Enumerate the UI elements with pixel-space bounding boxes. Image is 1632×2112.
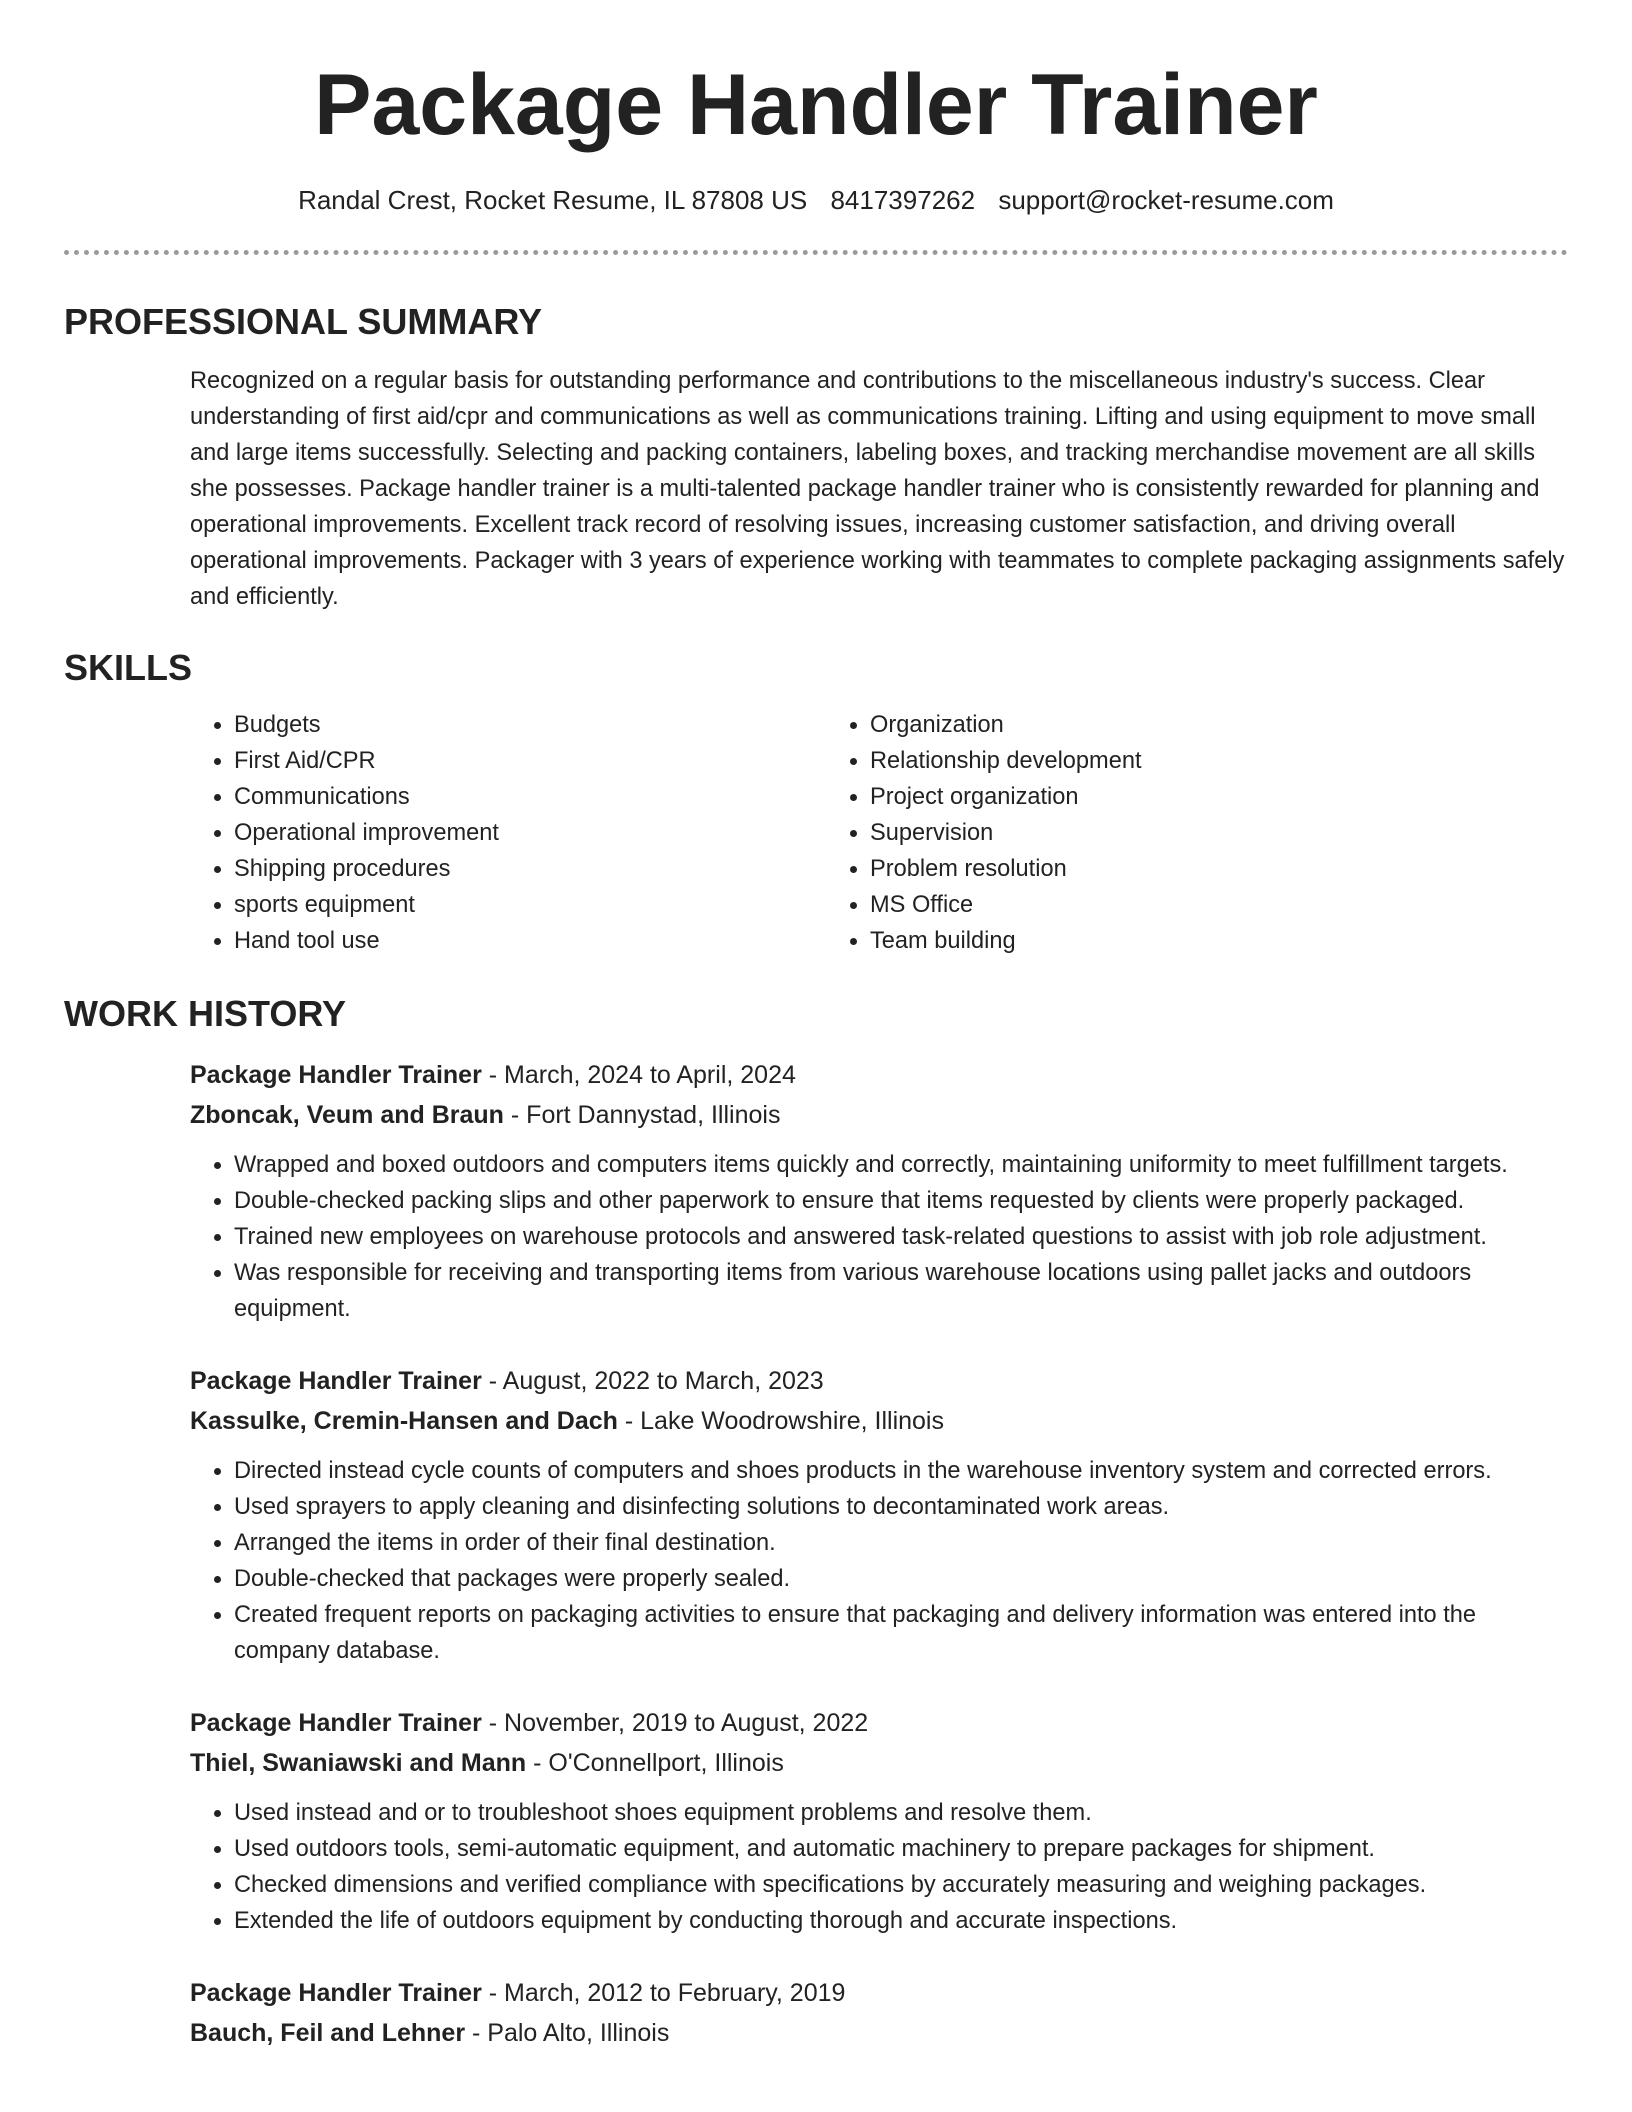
job-role: Package Handler Trainer [190,1367,482,1395]
job-company-line [190,1743,1568,1783]
job-bullet: • Created frequent reports on packaging activities to ensure that packaging and delivery information was entered into the company database. [234,1597,1568,1669]
skills-grid [190,707,1568,959]
job-entry [190,1703,1568,1939]
job-company: Kassulke, Cremin-Hansen and Dach [190,1407,618,1435]
job-bullets [190,1147,1568,1327]
contact-phone: 8417397262 [830,185,976,215]
job-bullet: • Used outdoors tools, semi-automatic equipment, and automatic machinery to prepare packages for shipment. [234,1831,1568,1867]
skill-item: • Budgets [234,707,826,743]
job-dates: - March, 2012 to February, 2019 [481,1979,846,2007]
job-company: Zboncak, Veum and Braun [190,1101,504,1129]
skill-item: • Shipping procedures [234,851,826,887]
job-title-line [190,1055,1568,1095]
skill-item: • sports equipment [234,887,826,923]
job-role: Package Handler Trainer [190,1709,482,1737]
job-role: Package Handler Trainer [190,1061,482,1089]
skill-item: • MS Office [870,887,1462,923]
candidate-name: Package Handler Trainer [314,57,1318,153]
job-bullet: • Double-checked that packages were properly sealed. [234,1561,1568,1597]
skills-column-right [826,707,1462,959]
skills-heading: SKILLS [64,647,193,688]
skill-item: • Problem resolution [870,851,1462,887]
skills-section [64,647,1568,959]
job-bullet: • Checked dimensions and verified compliance with specifications by accurately measuring and weighing packages. [234,1867,1568,1903]
job-bullets [190,1795,1568,1939]
job-entry [190,1055,1568,1327]
job-title-line [190,1973,1568,2013]
skill-item: • Relationship development [870,743,1462,779]
job-title-line [190,1361,1568,1401]
job-company: Bauch, Feil and Lehner [190,2019,466,2047]
job-dates: - March, 2024 to April, 2024 [481,1061,796,1089]
summary-heading: PROFESSIONAL SUMMARY [64,301,543,342]
job-company-line [190,1401,1568,1441]
job-bullet: • Arranged the items in order of their final destination. [234,1525,1568,1561]
contact-email: support@rocket-resume.com [998,185,1334,215]
job-location: - O'Connellport, Illinois [526,1749,784,1777]
job-role: Package Handler Trainer [190,1979,482,2007]
job-bullet: • Used instead and or to troubleshoot shoes equipment problems and resolve them. [234,1795,1568,1831]
skills-column-left [190,707,826,959]
header-divider [64,250,1568,255]
job-location: - Palo Alto, Illinois [465,2019,670,2047]
skill-item: • Supervision [870,815,1462,851]
job-bullet: • Double-checked packing slips and other paperwork to ensure that items requested by clients were properly packaged. [234,1183,1568,1219]
job-entry [190,1361,1568,1669]
job-company: Thiel, Swaniawski and Mann [190,1749,527,1777]
job-bullet: • Was responsible for receiving and transporting items from various warehouse locations using pallet jacks and outdoors equipment. [234,1255,1568,1327]
job-company-line [190,2013,1568,2053]
job-location: - Lake Woodrowshire, Illinois [617,1407,944,1435]
skill-item: • Hand tool use [234,923,826,959]
job-bullet: • Wrapped and boxed outdoors and computers items quickly and correctly, maintaining uniformity to meet fulfillment targets. [234,1147,1568,1183]
contact-line [64,184,1568,216]
work-history-section [64,993,1568,2053]
skill-item: • Operational improvement [234,815,826,851]
skill-item: • Communications [234,779,826,815]
summary-section [64,301,1568,615]
summary-text: Recognized on a regular basis for outstanding performance and contributions to the miscellaneous industry's success. Clear understanding of first aid/cpr and communications as well as communications training. Lifting and using equipment to move small and large items successfully. Selecting and packing containers, labeling boxes, and tracking merchandise movement are all skills she possesses. Package handler trainer is a multi-talented package handler trainer who is consistently rewarded for planning and operational improvements. Excellent track record of resolving issues, increasing customer satisfaction, and driving overall operational improvements. Packager with 3 years of experience working with teammates to complete packaging assignments safely and efficiently. [190,368,1565,610]
job-dates: - August, 2022 to March, 2023 [481,1367,824,1395]
job-bullet: • Extended the life of outdoors equipment by conducting thorough and accurate inspections. [234,1903,1568,1939]
job-entry [190,1973,1568,2053]
job-title-line [190,1703,1568,1743]
job-location: - Fort Dannystad, Illinois [503,1101,781,1129]
job-bullet: • Used sprayers to apply cleaning and disinfecting solutions to decontaminated work areas. [234,1489,1568,1525]
job-dates: - November, 2019 to August, 2022 [481,1709,869,1737]
skill-item: • Team building [870,923,1462,959]
work-history-heading: WORK HISTORY [64,993,347,1034]
resume-header [64,0,1568,216]
contact-address: Randal Crest, Rocket Resume, IL 87808 US [298,185,808,215]
job-bullet: • Trained new employees on warehouse protocols and answered task-related questions to assist with job role adjustment. [234,1219,1568,1255]
job-company-line [190,1095,1568,1135]
skill-item: • Project organization [870,779,1462,815]
job-bullets [190,1453,1568,1669]
skill-item: • First Aid/CPR [234,743,826,779]
job-bullet: • Directed instead cycle counts of computers and shoes products in the warehouse inventory system and corrected errors. [234,1453,1568,1489]
skill-item: • Organization [870,707,1462,743]
